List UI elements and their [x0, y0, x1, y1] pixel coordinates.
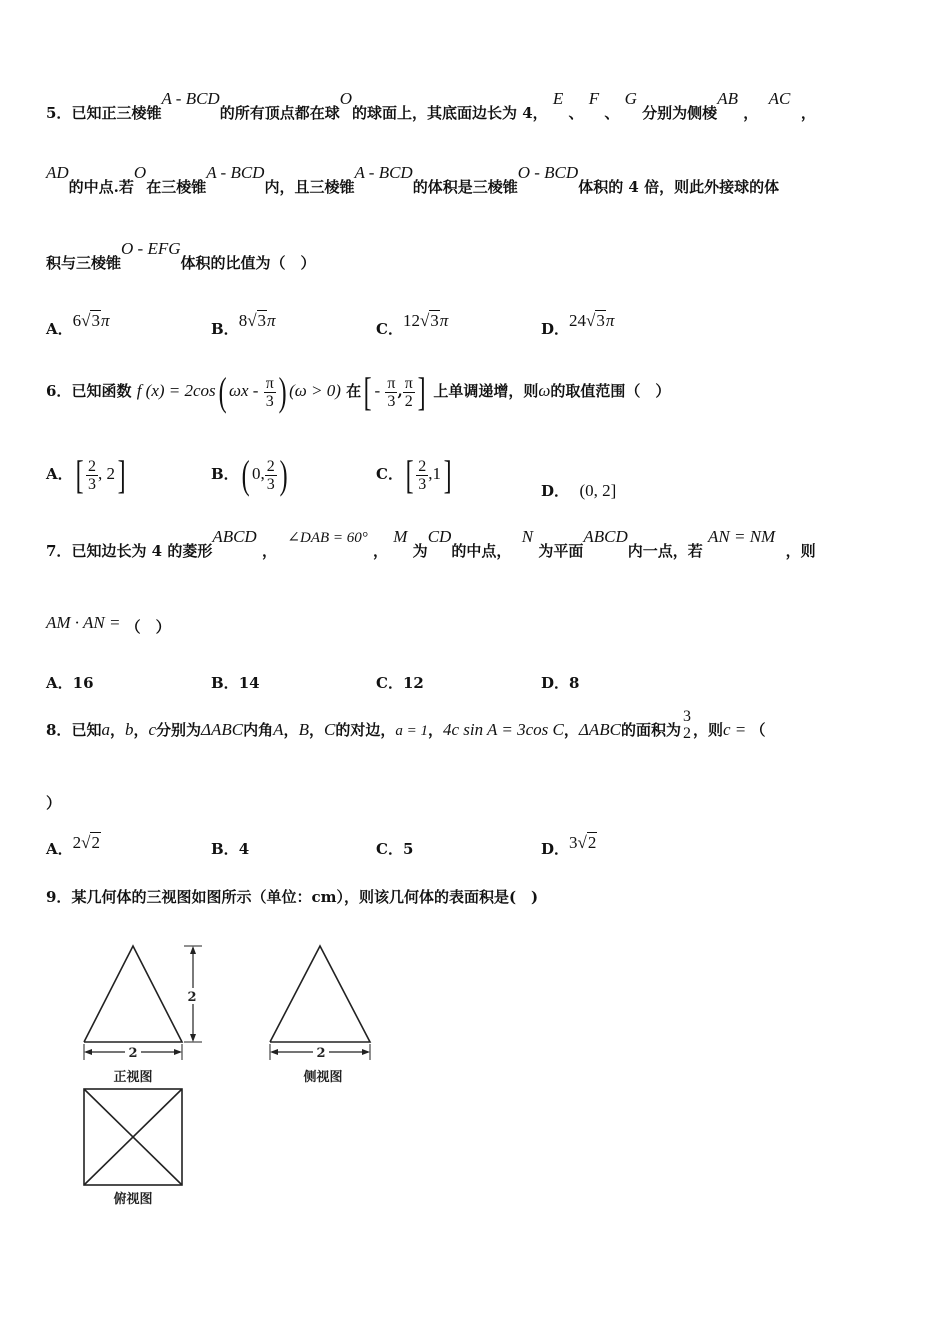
q5-option-d[interactable]: D．24√3π	[541, 311, 615, 338]
front-view-label: 正视图	[113, 1070, 153, 1085]
q5-line3: 积与三棱锥O - EFG体积的比值为（ ）	[46, 239, 316, 272]
q8-option-c[interactable]: C．5	[376, 840, 414, 858]
q8-line1: 8．已知a，b，c分别为ΔABC内角A，B，C的对边，a = 1，4c sin A = 3cos C，ΔABC的面积为 3 2 ，则c = （	[46, 708, 766, 742]
side-view	[270, 946, 370, 1060]
q7-line1: 7．已知边长为 4 的菱形ABCD ， ∠DAB = 60° ， M 为CD的中点， N 为平面ABCD内一点，若 AN = NM ，则	[46, 527, 816, 560]
dim-side-width: 2	[316, 1046, 326, 1061]
q6-option-d[interactable]: D． (0, 2]	[541, 481, 617, 500]
front-view	[84, 946, 202, 1060]
dim-front-height: 2	[187, 990, 197, 1005]
top-view-label: 俯视图	[113, 1192, 153, 1207]
q5-line2: AD的中点.若O在三棱锥A - BCD内，且三棱锥A - BCD的体积是三棱锥O - BCD体积的 4 倍，则此外接球的体	[46, 163, 780, 196]
q6-option-b[interactable]: B．( 0, $\frac{2}{3}$ )	[211, 452, 288, 497]
q7-option-b[interactable]: B．14	[211, 674, 260, 692]
q5-option-c[interactable]: C．12√3π	[376, 311, 449, 338]
q7-line2: AM · AN = （ ）	[46, 613, 171, 636]
q8-option-a[interactable]: A．2√2	[46, 833, 100, 858]
q8-option-d[interactable]: D．3√2	[541, 833, 597, 858]
top-view	[84, 1089, 182, 1185]
q7-option-a[interactable]: A．16	[46, 674, 94, 692]
q8-option-b[interactable]: B．4	[211, 840, 250, 858]
q7-option-d[interactable]: D．8	[541, 674, 580, 692]
q6-option-c[interactable]: C．[ $\frac{2}{3}$ ,1]	[376, 452, 452, 497]
q8-line2: ）	[46, 794, 62, 812]
q6-option-a[interactable]: A．[ $\frac{2}{3}$ , 2]	[46, 452, 126, 497]
q6-line1: 6．已知函数 f (x) = 2cos( ωx - $\frac{\pi}{3}$ ) (ω > 0) 在[ - $\frac{\pi}{3}$ , $\frac{\pi}{2}$ ] 上单调递增，则ω的取值范围（ ）	[46, 369, 671, 414]
q5-option-a[interactable]: A．6√3π	[46, 311, 110, 338]
side-view-label: 侧视图	[303, 1070, 343, 1085]
q5-option-b[interactable]: B．8√3π	[211, 311, 276, 338]
q9-stem: 9．某几何体的三视图如图所示（单位：cm），则该几何体的表面积是( )	[46, 888, 539, 906]
q5-line1: 5．已知正三棱锥A - BCD的所有顶点都在球O的球面上，其底面边长为 4， E 、 F 、 G 分别为侧棱AB ， AC ，	[46, 89, 816, 122]
q7-option-c[interactable]: C．12	[376, 674, 424, 692]
dim-front-width: 2	[128, 1046, 138, 1061]
